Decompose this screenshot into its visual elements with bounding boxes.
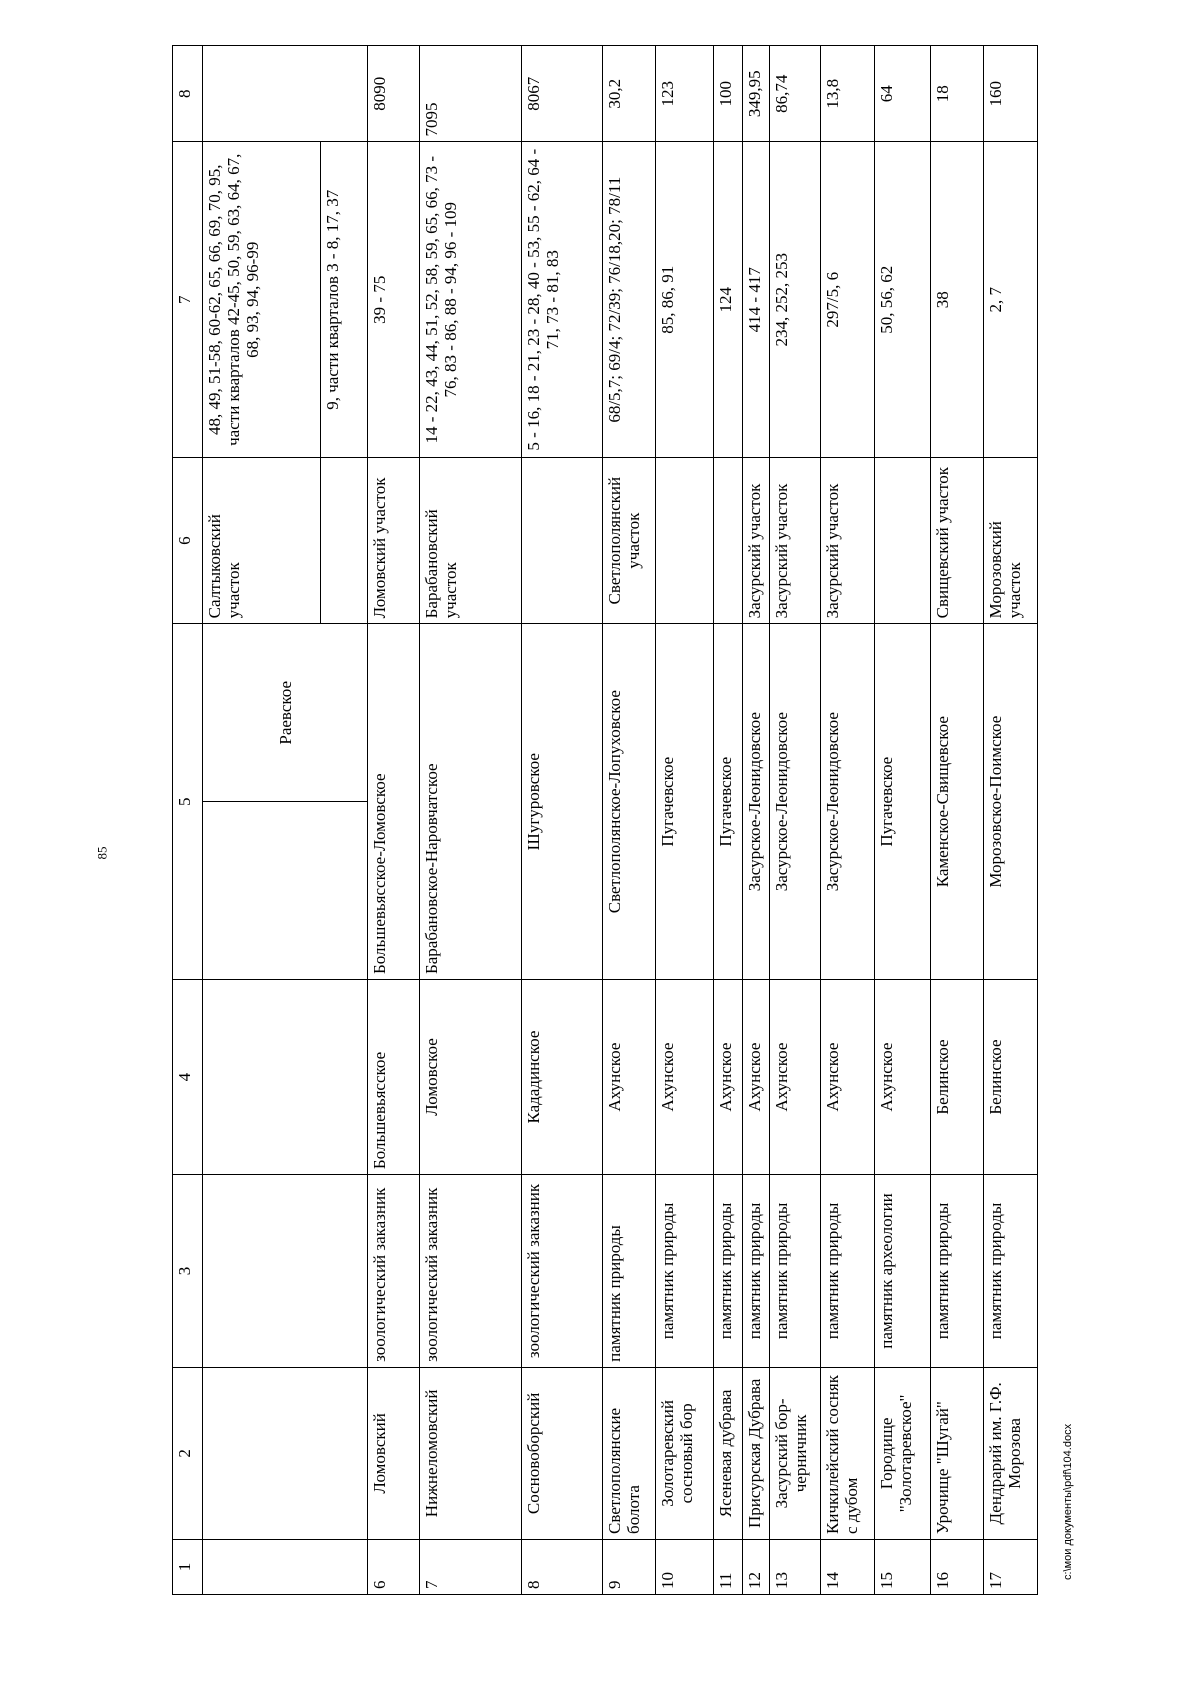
table-row [368, 46, 419, 1595]
table-cell: Пугачевское [656, 624, 714, 980]
header-cell: 3 [173, 1175, 203, 1368]
table-cell: памятник археологии [874, 1175, 930, 1368]
table-cell: 39 - 75 [368, 142, 419, 458]
table-row [656, 46, 714, 1595]
table-cell: Каменское-Свищевское [930, 624, 984, 980]
table-cell: Кичкилейский сосняк с дубом [821, 1367, 875, 1539]
table-cell: Засурский участок [821, 457, 875, 623]
table-cell: 11 [714, 1539, 743, 1594]
table-cell: Свищевский участок [930, 457, 984, 623]
table-cell: Большевьясское-Ломовское [368, 624, 419, 980]
table-cell: памятник природы [714, 1175, 743, 1368]
table-cell: 7 [419, 1539, 522, 1594]
table-cell: Белинское [984, 980, 1038, 1175]
table-cell [656, 457, 714, 623]
page-number: 85 [94, 846, 110, 860]
table-cell: 8090 [368, 46, 419, 142]
table-cell [203, 1367, 368, 1539]
table-cell: 38 [930, 142, 984, 458]
table-cell: памятник природы [602, 1175, 656, 1368]
table-cell: памятник природы [743, 1175, 770, 1368]
table-cell: 234, 252, 253 [770, 142, 821, 458]
table-cell: Светлополянские болота [602, 1367, 656, 1539]
header-cell: 1 [173, 1539, 203, 1594]
table-cell: 160 [984, 46, 1038, 142]
table-cell: Ломовский участок [368, 457, 419, 623]
header-cell: 2 [173, 1367, 203, 1539]
rotated-table-wrapper [172, 45, 1038, 1595]
header-row [173, 46, 203, 1595]
table-row [930, 46, 984, 1595]
table-cell: 16 [930, 1539, 984, 1594]
header-cell: 7 [173, 142, 203, 458]
table-cell: Засурское-Леонидовское [770, 624, 821, 980]
table-cell [714, 457, 743, 623]
table-cell: Ахунское [656, 980, 714, 1175]
table-cell: 14 - 22, 43, 44, 51, 52, 58, 59, 65, 66, 73 - 76, 83 - 86, 88 - 94, 96 - 109 [419, 142, 522, 458]
table-cell: Ахунское [743, 980, 770, 1175]
table-row [984, 46, 1038, 1595]
table-cell: 50, 56, 62 [874, 142, 930, 458]
table-cell: Засурский бор-черничник [770, 1367, 821, 1539]
table-cell: 17 [984, 1539, 1038, 1594]
table-cell: Ахунское [874, 980, 930, 1175]
quarters-cell: 48, 49, 51-58, 60-62, 65, 66, 69, 70, 95, части кварталов 42-45, 50, 59, 63, 64, 67, 68, 93, 94, 96-99 [203, 142, 321, 458]
district-cell: Раевское [203, 624, 368, 802]
table-row [770, 46, 821, 1595]
table-cell: 7095 [419, 46, 522, 142]
table-cell: Ахунское [714, 980, 743, 1175]
table-row [714, 46, 743, 1595]
table-cell: 414 - 417 [743, 142, 770, 458]
table-cell [203, 802, 368, 980]
table-cell: 9 [602, 1539, 656, 1594]
table-cell: Засурское-Леонидовское [743, 624, 770, 980]
table-cell: Засурское-Леонидовское [821, 624, 875, 980]
table-cell [522, 457, 602, 623]
table-cell: Нижнеломовский [419, 1367, 522, 1539]
table-row [419, 46, 522, 1595]
table-cell: Ахунское [821, 980, 875, 1175]
table-cell: памятник природы [984, 1175, 1038, 1368]
table-cell: 13,8 [821, 46, 875, 142]
table-cell: Засурский участок [770, 457, 821, 623]
table-cell: Городище "Золотаревское" [874, 1367, 930, 1539]
table-cell: памятник природы [770, 1175, 821, 1368]
table-cell: Засурский участок [743, 457, 770, 623]
table-cell: Ахунское [602, 980, 656, 1175]
table-cell: Дендрарий им. Г.Ф. Морозова [984, 1367, 1038, 1539]
table-cell: зоологический заказник [368, 1175, 419, 1368]
table-cell: 10 [656, 1539, 714, 1594]
table-cell: Шугуровское [522, 624, 602, 980]
table-cell: Урочище "Шугай" [930, 1367, 984, 1539]
table-cell: Ясеневая дубрава [714, 1367, 743, 1539]
continuation-row [203, 46, 321, 1595]
table-cell: 15 [874, 1539, 930, 1594]
footer-file-path: c:\мои документы\pdf\104.docx [1062, 1423, 1074, 1580]
table-cell: Золотаревский сосновый бор [656, 1367, 714, 1539]
table-cell: Сосновоборский [522, 1367, 602, 1539]
table-cell: Светлополянский участок [602, 457, 656, 623]
table-cell: 349,95 [743, 46, 770, 142]
table-cell: памятник природы [821, 1175, 875, 1368]
table-cell: Кададинское [522, 980, 602, 1175]
table-cell: 12 [743, 1539, 770, 1594]
table-cell: Пугачевское [714, 624, 743, 980]
table-cell: 13 [770, 1539, 821, 1594]
table-row [821, 46, 875, 1595]
table-cell: Ахунское [770, 980, 821, 1175]
header-cell: 5 [173, 624, 203, 980]
table-cell: Барабановский участок [419, 457, 522, 623]
section-cell: Салтыковский участок [203, 457, 321, 623]
table-cell [203, 46, 368, 142]
table-cell: 14 [821, 1539, 875, 1594]
table-cell: Морозовский участок [984, 457, 1038, 623]
table-cell: 5 - 16, 18 - 21, 23 - 28, 40 - 53, 55 - 62, 64 - 71, 73 - 81, 83 [522, 142, 602, 458]
table-cell [321, 457, 368, 623]
table-cell: памятник природы [930, 1175, 984, 1368]
table-cell: 124 [714, 142, 743, 458]
table-cell [874, 457, 930, 623]
table-cell: 8067 [522, 46, 602, 142]
table-row [602, 46, 656, 1595]
table-cell [203, 1539, 368, 1594]
table-cell: Большевьясское [368, 980, 419, 1175]
table-row [874, 46, 930, 1595]
table-cell: Присурская Дубрава [743, 1367, 770, 1539]
table-cell [203, 1175, 368, 1368]
table-cell: 68/5,7; 69/4; 72/39; 76/18,20; 78/11 [602, 142, 656, 458]
table-cell: 8 [522, 1539, 602, 1594]
table-cell: Ломовский [368, 1367, 419, 1539]
table-cell: 64 [874, 46, 930, 142]
table-cell: Ломовское [419, 980, 522, 1175]
table-cell [203, 980, 368, 1175]
table-cell: Морозовское-Поимское [984, 624, 1038, 980]
table-cell: 6 [368, 1539, 419, 1594]
table-row [743, 46, 770, 1595]
table-row [522, 46, 602, 1595]
quarters-cell: 9, части кварталов 3 - 8, 17, 37 [321, 142, 368, 458]
table-cell: 86,74 [770, 46, 821, 142]
table-cell: зоологический заказник [522, 1175, 602, 1368]
table-cell: Белинское [930, 980, 984, 1175]
table-cell: 18 [930, 46, 984, 142]
table-cell: 85, 86, 91 [656, 142, 714, 458]
header-cell: 4 [173, 980, 203, 1175]
table-cell: Пугачевское [874, 624, 930, 980]
protected-areas-table [172, 45, 1038, 1595]
header-cell: 8 [173, 46, 203, 142]
table-cell: памятник природы [656, 1175, 714, 1368]
table-cell: 2, 7 [984, 142, 1038, 458]
table-cell: 100 [714, 46, 743, 142]
table-cell: 30,2 [602, 46, 656, 142]
table-cell: Барабановское-Наровчатское [419, 624, 522, 980]
table-cell: 123 [656, 46, 714, 142]
header-cell: 6 [173, 457, 203, 623]
table-cell: зоологический заказник [419, 1175, 522, 1368]
table-cell: Светлополянское-Лопуховское [602, 624, 656, 980]
table-cell: 297/5, 6 [821, 142, 875, 458]
